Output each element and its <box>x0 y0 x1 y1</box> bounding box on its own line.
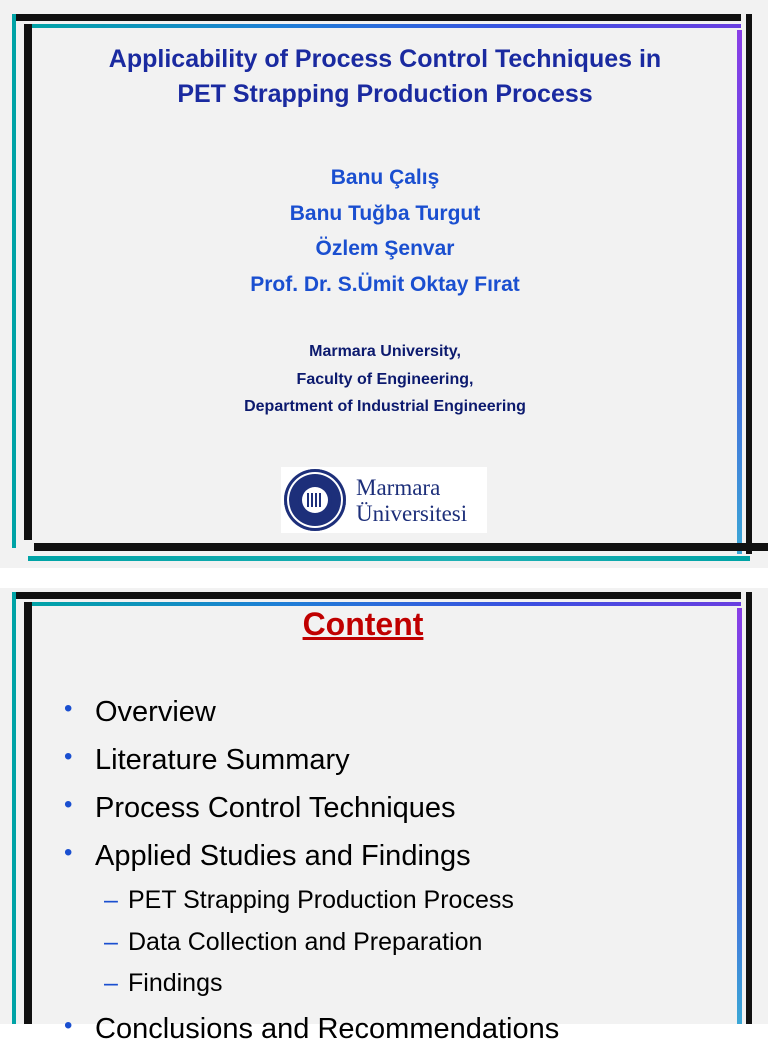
logo-name-line-1: Marmara <box>356 475 441 500</box>
list-item: • Process Control Techniques <box>62 784 559 832</box>
border-top-black <box>14 14 741 21</box>
author-name: Banu Tuğba Turgut <box>289 201 481 225</box>
border-right-gradient <box>737 608 742 1024</box>
slide-title-line-2: PET Strapping Production Process <box>177 80 593 108</box>
border-right-gradient <box>737 30 742 554</box>
list-subitem: – Findings <box>104 969 223 997</box>
affiliation-line: Department of Industrial Engineering <box>244 398 526 415</box>
border-left-black <box>24 24 32 540</box>
author-name: Özlem Şenvar <box>315 237 455 260</box>
slide-title <box>40 42 730 112</box>
author-list <box>40 160 730 302</box>
author-name: Banu Çalış <box>330 166 440 189</box>
border-right-black <box>746 592 752 1024</box>
list-subitem: – Data Collection and Preparation <box>104 927 483 956</box>
slide-title-line-1: Applicability of Process Control Techniques in <box>108 45 662 73</box>
university-logo <box>281 467 487 533</box>
border-top-black <box>14 592 741 599</box>
list-item: • Overview <box>62 688 559 736</box>
border-top-gradient <box>30 24 741 28</box>
content-slide <box>0 588 768 1045</box>
list-item: • Literature Summary <box>62 736 559 784</box>
list-item: • Conclusions and Recommendations <box>62 1005 559 1053</box>
content-title: Content <box>302 606 424 642</box>
logo-name-line-2: Üniversitesi <box>356 501 468 526</box>
border-right-black <box>746 14 752 554</box>
list-subitem: – PET Strapping Production Process <box>104 886 514 914</box>
content-list <box>62 688 559 1053</box>
affiliation-line: Marmara University, <box>309 343 461 360</box>
border-bottom-teal <box>28 556 750 561</box>
list-item: • Applied Studies and Findings <box>62 832 559 880</box>
border-left-black <box>24 602 32 1024</box>
author-name: Prof. Dr. S.Ümit Oktay Fırat <box>250 272 520 296</box>
border-left-teal <box>12 592 16 1024</box>
affiliation-line: Faculty of Engineering, <box>296 370 474 388</box>
border-bottom-black <box>34 543 768 551</box>
border-left-teal <box>12 14 16 548</box>
university-seal-icon <box>284 469 346 531</box>
affiliation <box>40 338 730 421</box>
